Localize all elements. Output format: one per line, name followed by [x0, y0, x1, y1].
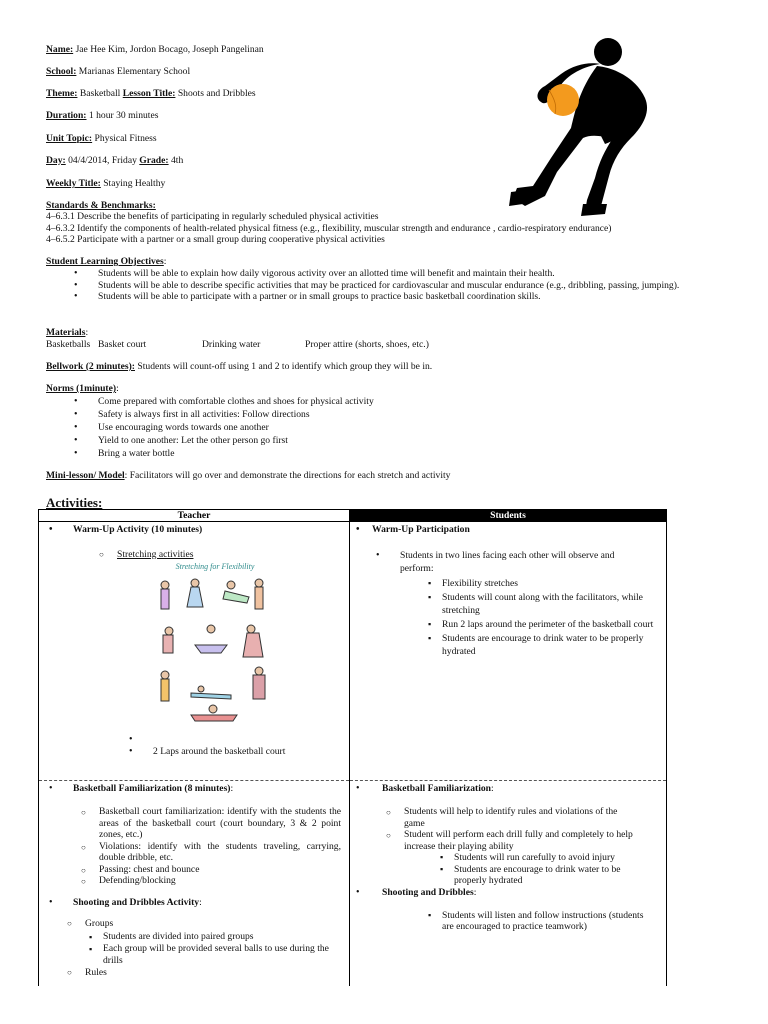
bball-student-subitem: ▪ Students are encourage to drink water to be properly hydrated	[440, 864, 640, 887]
norm-item: • Come prepared with comfortable clothes and shoes for physical activity	[74, 395, 374, 408]
bball-student-item: ○ Student will perform each drill fully and completely to help increase their playing ability	[386, 829, 636, 852]
basketball-player-silhouette	[505, 28, 665, 218]
school-line: School: Marianas Elementary School	[46, 66, 191, 77]
groups-item: ▪ Students are divided into paired groups	[89, 931, 329, 943]
activities-heading: Activities:	[46, 495, 103, 510]
norms-heading: Norms (1minute):	[46, 383, 119, 394]
norm-item: • Yield to one another: Let the other person go first	[74, 434, 374, 447]
stretching-figures-illustration	[151, 562, 279, 734]
bball-student-subitem: ▪ Students will run carefully to avoid injury	[440, 852, 640, 864]
objective-item: • Students will be able to explain how daily vigorous activity over an allotted time will benefit and maintain their health.	[74, 268, 722, 280]
norm-item: • Use encouraging words towards one another	[74, 421, 374, 434]
warmup-student-item: ▪ Flexibility stretches	[428, 577, 658, 590]
bball-teacher-item: ○ Defending/blocking	[81, 875, 341, 887]
objectives-list	[74, 268, 722, 303]
duration-line: Duration: 1 hour 30 minutes	[46, 110, 159, 121]
theme-line: Theme: Basketball Lesson Title: Shoots and Dribbles	[46, 88, 256, 99]
day-line: Day: 04/4/2014, Friday Grade: 4th	[46, 155, 184, 166]
name-line: Name: Jae Hee Kim, Jordon Bocago, Joseph Pangelinan	[46, 44, 264, 55]
rules-label: ○ Rules	[67, 967, 341, 978]
basketball-icon	[547, 84, 579, 116]
warmup-students-title: • Warm-Up Participation	[356, 524, 658, 535]
bball-teacher-item: ○ Basketball court familiarization: identify with the students the areas of the basketball court (court boundary, 3 & 2 point zones, etc.)	[81, 806, 341, 841]
materials-item: Basketballs	[46, 339, 91, 350]
weekly-title-line: Weekly Title: Staying Healthy	[46, 178, 166, 189]
teacher-column-header: Teacher	[39, 510, 350, 522]
norm-item: • Safety is always first in all activities: Follow directions	[74, 408, 374, 421]
standards-heading: Standards & Benchmarks:	[46, 200, 156, 211]
shooting-teacher-title: • Shooting and Dribbles Activity:	[49, 897, 341, 908]
materials-heading: Materials:	[46, 327, 89, 338]
activities-table	[38, 509, 667, 986]
warmup-teacher-title: • Warm-Up Activity (10 minutes)	[49, 524, 349, 535]
objective-item: • Students will be able to participate with a partner or in small groups to practice basic basketball coordination skills.	[74, 291, 722, 303]
norm-item: • Bring a water bottle	[74, 447, 374, 460]
bball-students-sublist	[440, 852, 640, 887]
groups-label: ○ Groups	[67, 918, 341, 929]
bball-students-title: • Basketball Familiarization:	[356, 783, 658, 794]
bball-teacher-item: ○ Violations: identify with the students traveling, carrying, double dribble, etc.	[81, 841, 341, 864]
shooting-students-title: • Shooting and Dribbles:	[356, 887, 658, 898]
stretching-image-title: Stretching for Flexibility	[175, 562, 255, 571]
groups-item: ▪ Each group will be provided several balls to use during the drills	[89, 943, 329, 967]
bball-student-item: ○ Students will help to identify rules and violations of the game	[386, 806, 636, 829]
bball-teacher-item: ○ Passing: chest and bounce	[81, 864, 341, 876]
students-column-header: Students	[350, 510, 667, 522]
laps-item: • 2 Laps around the basketball court	[129, 746, 349, 757]
materials-item: Drinking water	[202, 339, 261, 350]
minilesson-line: Mini-lesson/ Model: Facilitators will go over and demonstrate the directions for each stretch and activity	[46, 470, 451, 481]
warmup-row	[39, 522, 667, 781]
bball-teacher-list	[81, 806, 341, 887]
stretching-sub: ○ Stretching activities	[99, 549, 349, 560]
materials-item: Proper attire (shorts, shoes, etc.)	[305, 339, 429, 350]
bball-teacher-title: • Basketball Familiarization (8 minutes):	[49, 783, 341, 794]
warmup-students-intro: • Students in two lines facing each other will observe and perform:	[376, 549, 640, 575]
objectives-heading: Student Learning Objectives:	[46, 256, 167, 267]
shooting-students-list	[428, 910, 648, 933]
norms-list	[74, 395, 374, 460]
stretching-figures-svg	[151, 571, 279, 731]
bball-students-list	[386, 806, 636, 852]
groups-list	[89, 931, 329, 967]
materials-item: Basket court	[98, 339, 147, 350]
warmup-student-item: ▪ Run 2 laps around the perimeter of the basketball court	[428, 618, 658, 631]
warmup-students-list	[428, 577, 658, 658]
standard-item: 4–6.3.2 Identify the components of health-related physical fitness (e.g., flexibility, muscular strength and endurance , cardio-respiratory endurance)	[46, 223, 612, 234]
shooting-student-item: ▪ Students will listen and follow instructions (students are encouraged to practice teamwork)	[428, 910, 648, 933]
standard-item: 4–6.5.2 Participate with a partner or a small group during cooperative physical activities	[46, 234, 385, 245]
bball-row	[39, 781, 667, 987]
standard-item: 4–6.3.1 Describe the benefits of participating in regularly scheduled physical activities	[46, 211, 379, 222]
objective-item: • Students will be able to describe specific activities that may be practiced for cardiovascular and muscular endurance (e.g., dribbling, passing, jumping).	[74, 280, 722, 292]
warmup-student-item: ▪ Students are encourage to drink water to be properly hydrated	[428, 632, 658, 658]
warmup-student-item: ▪ Students will count along with the facilitators, while stretching	[428, 591, 658, 617]
bellwork-line: Bellwork (2 minutes): Students will count-off using 1 and 2 to identify which group they will be in.	[46, 361, 433, 372]
unit-topic-line: Unit Topic: Physical Fitness	[46, 133, 157, 144]
empty-bullet	[129, 734, 349, 746]
